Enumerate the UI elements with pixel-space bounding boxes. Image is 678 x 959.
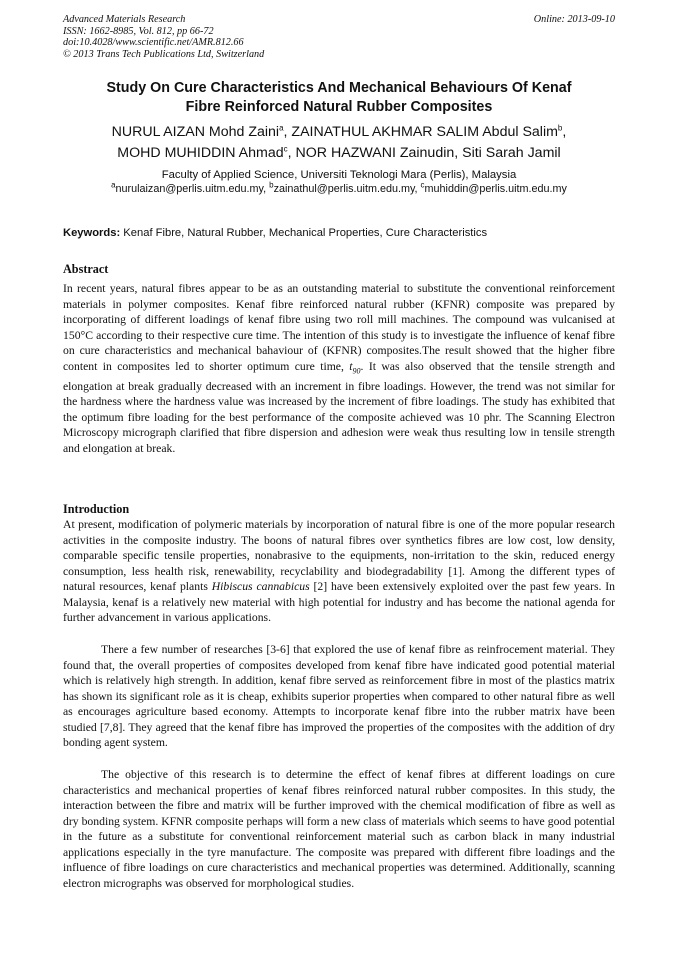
affiliation: Faculty of Applied Science, Universiti Teknologi Mara (Perlis), Malaysia xyxy=(161,169,517,181)
title-line-2: Fibre Reinforced Natural Rubber Composites xyxy=(185,99,493,115)
abstract-part-2: . It was also observed that the tensile strength and elongation at break gradually decreased with an increment in fibre loadings. However, the trend was not similar for the hardness where the hardness value was increased by the increment of fibre loadings. The study has exhibited that the optimum fibre loading for the best performance of the composite achieved was 10 phr. The Scanning Electron Microscopy micrograph clarified that fibre dispersion and adhesion were weak thus resulting low in tensile strength and elongation at break. xyxy=(63,359,615,455)
intro-p1-part-2: [2] have been extensively exploited over the past few years. In Malaysia, kenaf is a relatively new material with high potential for industry and has become the national agenda for further advancement in various applications. xyxy=(63,580,616,625)
keywords-text: Kenaf Fibre, Natural Rubber, Mechanical Properties, Cure Characteristics xyxy=(120,227,488,239)
email-1-mark: a xyxy=(111,180,116,190)
title-line-1: Study On Cure Characteristics And Mechanical Behaviours Of Kenaf xyxy=(106,80,572,96)
online-date: Online: 2013-09-10 xyxy=(533,14,615,25)
intro-paragraph-3: The objective of this research is to determine the effect of kenaf fibres at different loadings on cure characteristics and mechanical properties of kenaf fibres reinforced natural rubber composites. In this study, the interaction between the fibre and matrix will be further improved with the chemical modification of fibre as well as dry bonding system. KFNR composite perhaps will form a new class of materials which seems to have good potential in the future as a substitute for conventional reinforcement material such as carbon black in many industrial applications especially in the tyre manufacture. The composite was prepared with different fibre loadings and the influence of fibre loadings on cure characteristics and mechanical properties was determined. Additionally, scanning electron micrographs was observed for morphological studies. xyxy=(63,768,615,890)
author-3-mark: c xyxy=(283,144,288,154)
author-1: NURUL AIZAN Mohd Zaini xyxy=(111,124,280,140)
author-list xyxy=(30,122,648,164)
email-2-mark: b xyxy=(269,180,274,190)
author-3: MOHD MUHIDDIN Ahmad xyxy=(117,145,284,161)
intro-paragraph-1 xyxy=(63,517,615,626)
abstract-text xyxy=(63,281,615,456)
email-3: muhiddin@perlis.uitm.edu.my xyxy=(424,183,567,195)
author-2-mark: b xyxy=(557,123,563,133)
intro-p1-part-1: At present, modification of polymeric materials by incorporation of natural fibre is one of the more popular research activities in the composite industry. The boons of natural fibres over synthetics fibres are low cost, low density, comparable specific tensile properties, nonabrasive to the equipments, non-irritation to the skin, reduced energy consumption, less health risk, renewability, recyclability and biodegradability [1]. Among the different types of natural resources, kenaf plants xyxy=(63,518,615,594)
email-1: nurulaizan@perlis.uitm.edu.my, xyxy=(115,183,270,195)
abstract-heading: Abstract xyxy=(63,262,109,276)
keywords xyxy=(63,226,623,240)
author-line-1 xyxy=(30,122,648,143)
email-list xyxy=(30,182,648,196)
author-line-2 xyxy=(30,143,648,164)
introduction-heading: Introduction xyxy=(63,502,130,516)
abstract-part-1: In recent years, natural fibres appear to be as an outstanding material to substitute the conventional reinforcement materials in polymer composites. Kenaf fibre reinforced natural rubber (KFNR) composite was prepared by incorporating of different loadings of kenaf fibre using two roll mill machines. The compound was vulcanised at 150°C according to their respective cure time. The intention of this study is to investigate the influence of kenaf fibre on cure characteristics and mechanical bahaviour of (KFNR) composites.The result showed that the higher fibre content in composites led to shorter optimum cure time, xyxy=(63,282,615,373)
copyright-line: © 2013 Trans Tech Publications Ltd, Switzerland xyxy=(63,48,265,60)
author-2-tail: , xyxy=(562,124,567,140)
paper-title xyxy=(40,79,638,117)
author-4: , NOR HAZWANI Zainudin, Siti Sarah Jamil xyxy=(287,145,561,161)
author-1-mark: a xyxy=(279,123,284,133)
email-3-mark: c xyxy=(420,180,425,190)
issn-line: ISSN: 1662-8985, Vol. 812, pp 66-72 xyxy=(63,25,214,37)
journal-header xyxy=(63,14,615,60)
doi-line: doi:10.4028/www.scientific.net/AMR.812.66 xyxy=(63,37,244,49)
keywords-label: Keywords: xyxy=(63,227,121,239)
t90-symbol: t xyxy=(349,359,353,373)
t90-subscript: 90 xyxy=(352,366,361,376)
email-2: zainathul@perlis.uitm.edu.my, xyxy=(273,183,421,195)
author-2: , ZAINATHUL AKHMAR SALIM Abdul Salim xyxy=(283,124,558,140)
journal-name: Advanced Materials Research xyxy=(63,14,186,25)
species-name: Hibiscus cannabicus xyxy=(211,580,310,594)
intro-paragraph-2: There a few number of researches [3-6] that explored the use of kenaf fibre as reinfrocement material. They found that, the overall properties of composites developed from kenaf fibre have indicated good potential material which is relatively high strength. In addition, kenaf fibre served as reinforcement fibre in most of the plastics matrix has shown its significant role as it is cheap, exhibits superior properties when compared to other natural fibre as well as encourages agriculture based economy. Attempts to incorporate kenaf fibre into the rubber matrix have been studied [7,8]. They agreed that the kenaf fibre has improved the properties of the composites with the addition of dry bonding agent system. xyxy=(63,643,615,750)
